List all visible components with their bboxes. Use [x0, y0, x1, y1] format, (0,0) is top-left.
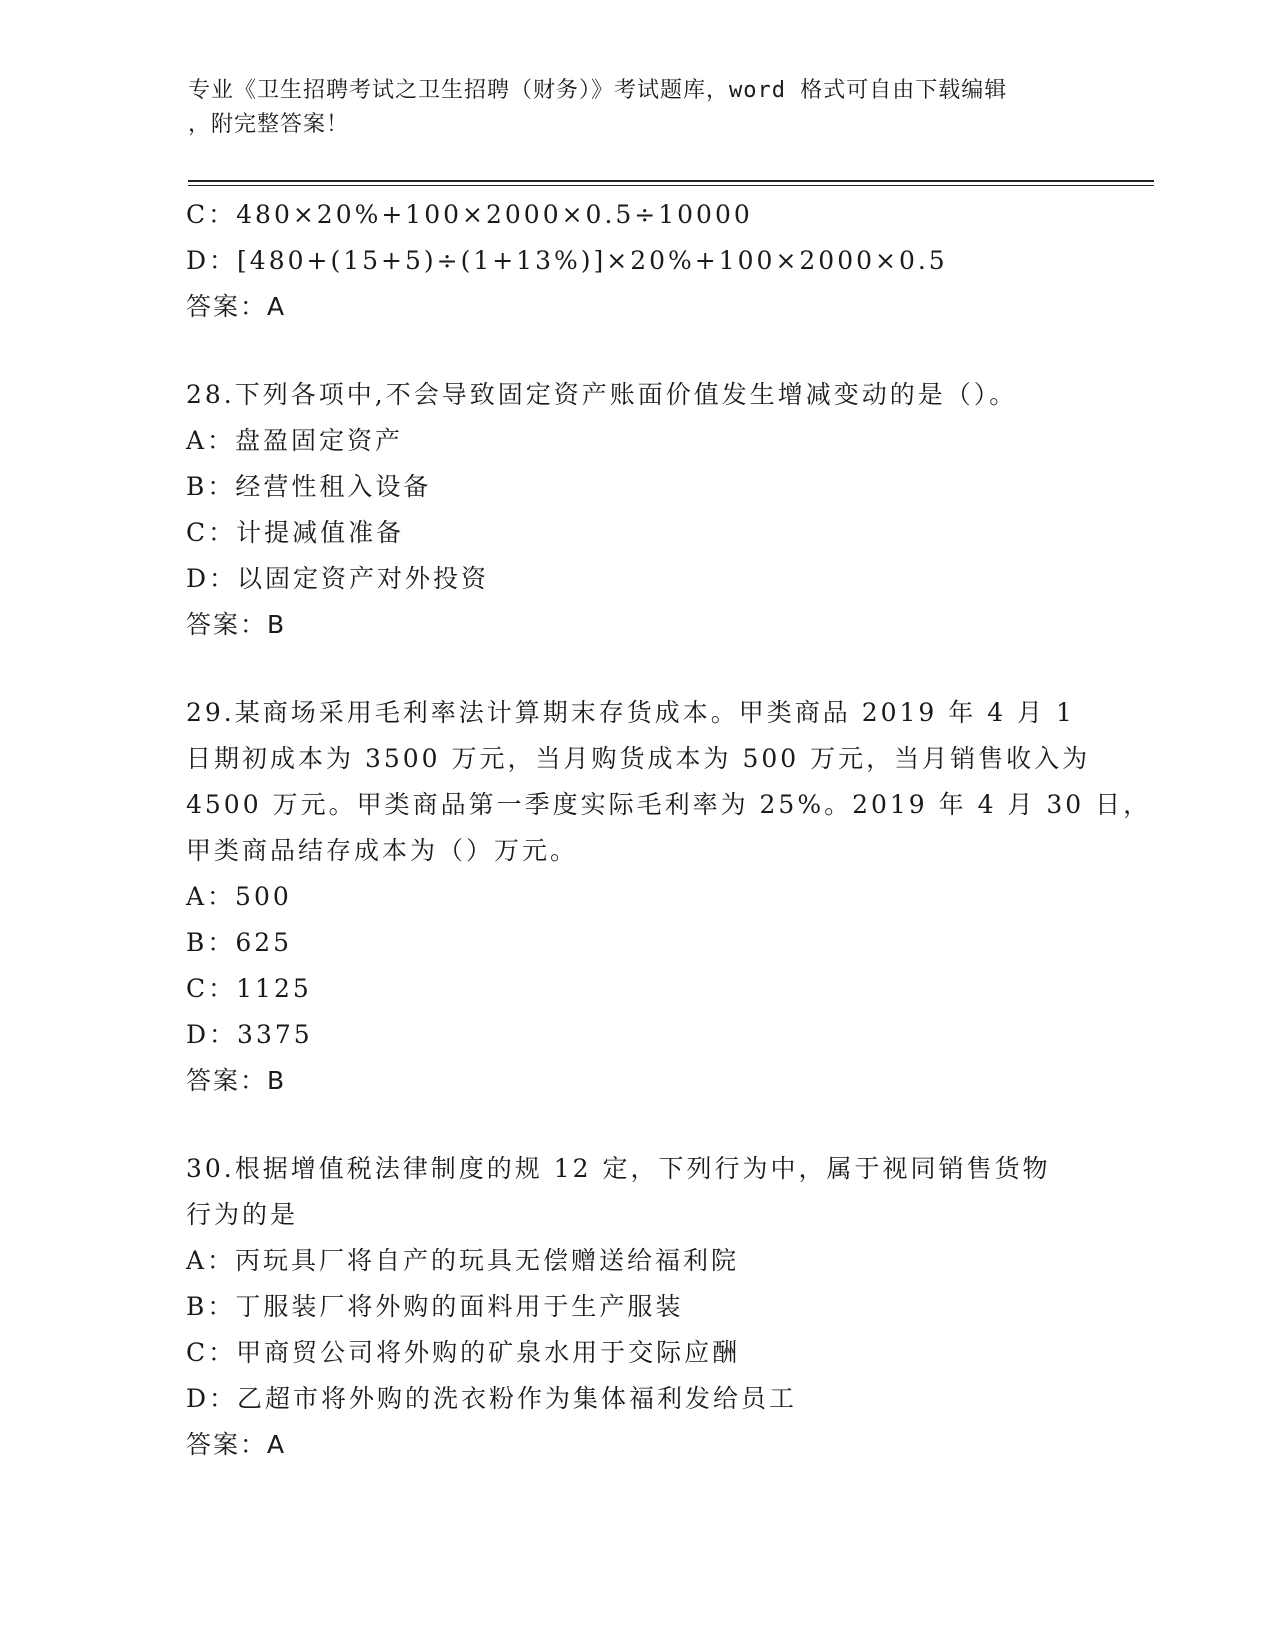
option-b: B：丁服装厂将外购的面料用于生产服装: [186, 1292, 684, 1321]
question-stem: 28.下列各项中,不会导致固定资产账面价值发生增减变动的是（）。: [186, 380, 1018, 409]
answer: 答案：A: [186, 1430, 287, 1459]
option-d: D：[480+(15+5)÷(1+13%)]×20%+100×2000×0.5: [186, 246, 948, 275]
question-27: [186, 192, 1086, 330]
header-line-2: ，附完整答案！: [188, 112, 350, 137]
header-line-1: 专业《卫生招聘考试之卫生招聘（财务）》考试题库，word 格式可自由下载编辑: [188, 78, 1008, 103]
question-stem-line-4: 甲类商品结存成本为（）万元。: [186, 836, 579, 865]
spacer: [186, 648, 1086, 690]
option-b: B：625: [186, 928, 293, 957]
spacer: [186, 1104, 1086, 1146]
question-28: [186, 372, 1086, 648]
option-c: C：计提减值准备: [186, 518, 405, 547]
option-a: A：盘盈固定资产: [186, 426, 404, 455]
document-body: [186, 192, 1152, 1468]
header-divider-thick: [188, 180, 1154, 182]
question-stem-line-1: 30.根据增值税法律制度的规 12 定，下列行为中，属于视同销售货物: [186, 1154, 1051, 1183]
option-c: C：甲商贸公司将外购的矿泉水用于交际应酬: [186, 1338, 741, 1367]
question-30: [186, 1146, 1086, 1468]
question-stem-line-1: 29.某商场采用毛利率法计算期末存货成本。甲类商品 2019 年 4 月 1: [186, 698, 1075, 727]
option-c: C：1125: [186, 974, 312, 1003]
option-c: C：480×20%+100×2000×0.5÷10000: [186, 200, 753, 229]
option-d: D：乙超市将外购的洗衣粉作为集体福利发给员工: [186, 1384, 798, 1413]
question-29: [186, 690, 1152, 1104]
option-a: A：丙玩具厂将自产的玩具无偿赠送给福利院: [186, 1246, 740, 1275]
question-stem-line-2: 日期初成本为 3500 万元，当月购货成本为 500 万元，当月销售收入为: [186, 744, 1091, 773]
spacer: [186, 330, 1086, 372]
answer: 答案：A: [186, 292, 287, 321]
answer: 答案：B: [186, 610, 287, 639]
header-divider-thin: [188, 185, 1154, 186]
option-a: A：500: [186, 882, 292, 911]
question-stem-line-2: 行为的是: [186, 1200, 299, 1229]
document-header: [188, 74, 1088, 142]
option-d: D：3375: [186, 1020, 313, 1049]
question-stem-line-3: 4500 万元。甲类商品第一季度实际毛利率为 25%。2019 年 4 月 30 日，: [186, 790, 1152, 819]
answer: 答案：B: [186, 1066, 287, 1095]
option-d: D：以固定资产对外投资: [186, 564, 490, 593]
option-b: B：经营性租入设备: [186, 472, 432, 501]
